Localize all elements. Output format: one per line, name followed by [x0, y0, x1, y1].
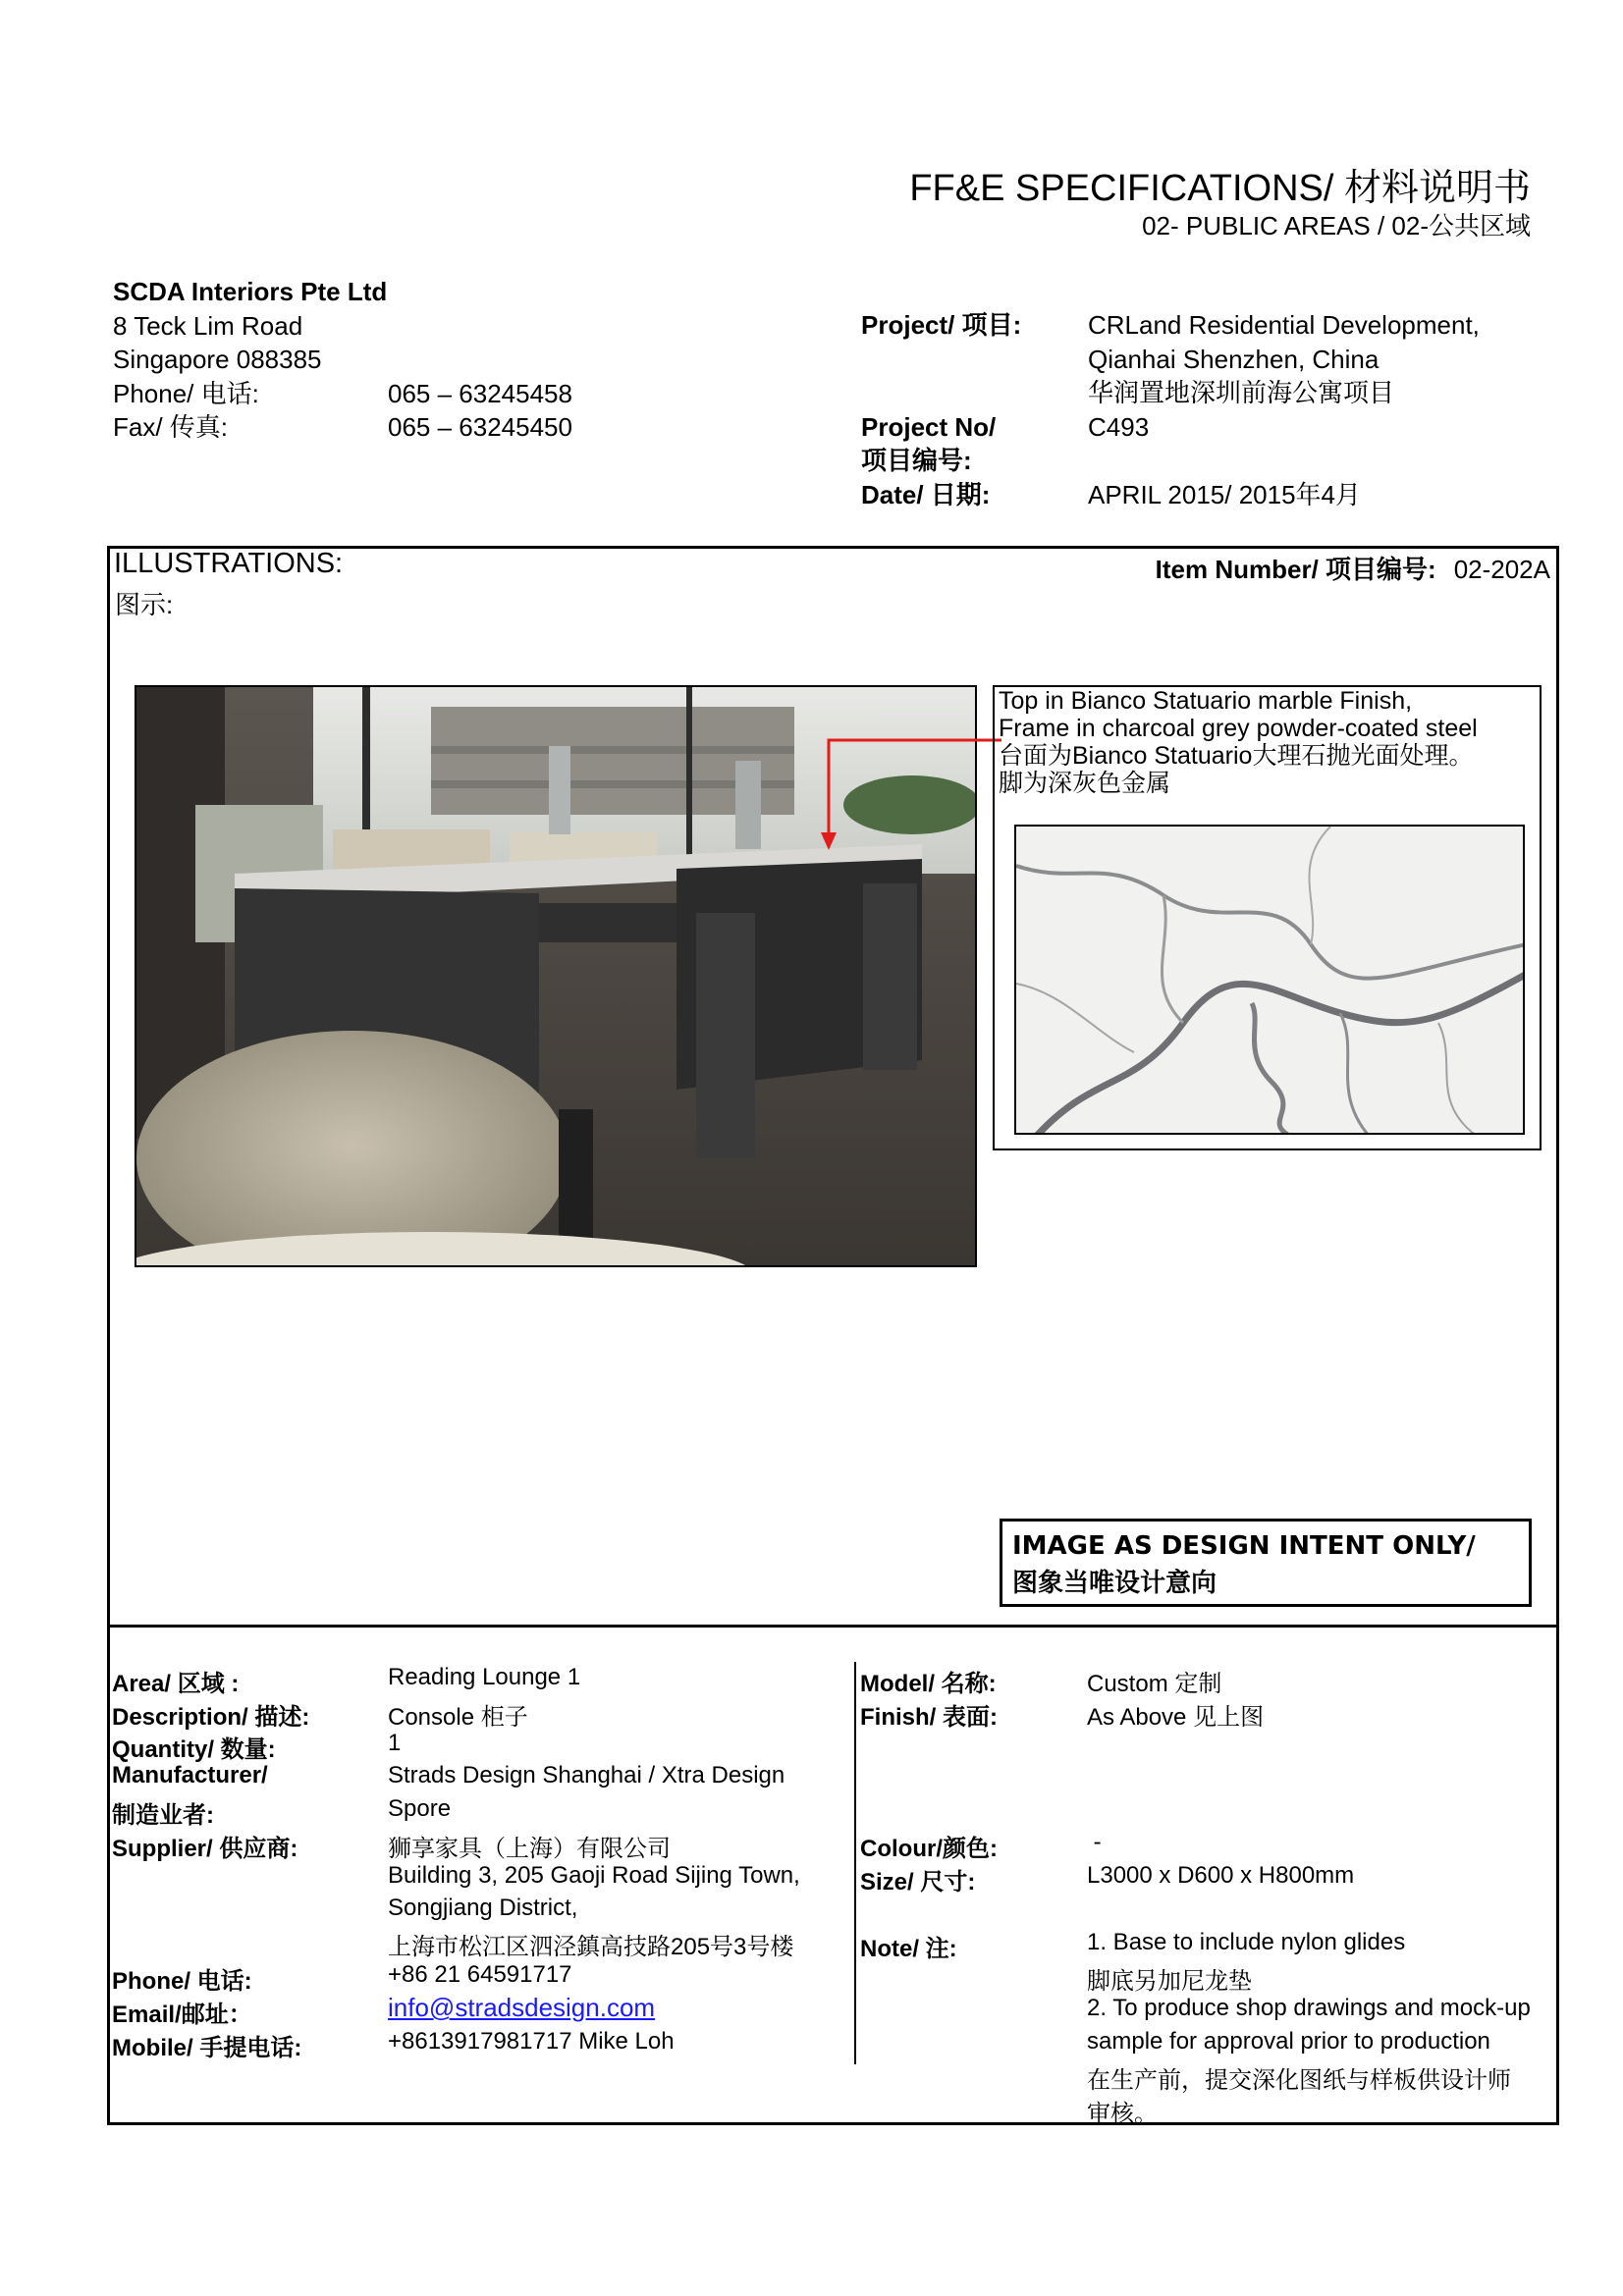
area-value: Reading Lounge 1	[388, 1664, 581, 1690]
company-fax-label: Fax/ 传真:	[113, 412, 229, 442]
quantity-value: 1	[388, 1730, 402, 1756]
description-value: Console 柜子	[388, 1704, 528, 1731]
callout-arrow-icon	[815, 726, 1011, 854]
intent-line-2: 图象当唯设计意向	[1012, 1569, 1217, 1598]
size-value: L3000 x D600 x H800mm	[1087, 1862, 1355, 1889]
area-label: Area/ 区域 :	[112, 1671, 240, 1697]
supplier-value-3: Songjiang District,	[388, 1895, 578, 1921]
project-label: Project/ 项目:	[861, 310, 1022, 340]
supplier-value-1: 狮享家具（上海）有限公司	[388, 1836, 671, 1862]
illustrations-label: ILLUSTRATIONS:	[114, 548, 344, 579]
supplier-value-4: 上海市松江区泗泾鎮高技路205号3号楼	[388, 1934, 794, 1960]
company-address-1: 8 Teck Lim Road	[113, 310, 303, 341]
callout-line-2: Frame in charcoal grey powder-coated steel	[999, 715, 1478, 742]
section-divider	[107, 1625, 1559, 1628]
company-phone-value: 065 – 63245458	[388, 379, 572, 408]
marble-swatch-image	[1014, 825, 1525, 1135]
email-link[interactable]: info@stradsdesign.com	[388, 1993, 656, 2022]
note-line-5: 在生产前，提交深化图纸与样板供设计师	[1087, 2067, 1511, 2094]
item-number	[1156, 550, 1550, 586]
finish-value: As Above 见上图	[1087, 1704, 1265, 1731]
supplier-label: Supplier/ 供应商:	[112, 1836, 298, 1862]
manufacturer-value-1: Strads Design Shanghai / Xtra Design	[388, 1762, 785, 1789]
model-value: Custom 定制	[1087, 1671, 1222, 1697]
phone-label: Phone/ 电话:	[112, 1968, 252, 1995]
company-phone-label: Phone/ 电话:	[113, 378, 259, 408]
project-no-label-2: 项目编号:	[861, 446, 972, 475]
mobile-value: +8613917981717 Mike Loh	[388, 2028, 675, 2055]
column-divider	[854, 1662, 856, 2064]
company-block	[113, 275, 387, 445]
document-title: FF&E SPECIFICATIONS/ 材料说明书	[909, 168, 1531, 209]
supplier-value-2: Building 3, 205 Gaoji Road Sijing Town,	[388, 1862, 800, 1889]
callout-line-4: 脚为深灰色金属	[999, 770, 1171, 797]
mobile-label: Mobile/ 手提电话:	[112, 2035, 302, 2061]
intent-line-1: IMAGE AS DESIGN INTENT ONLY/	[1012, 1531, 1476, 1561]
size-label: Size/ 尺寸:	[860, 1869, 976, 1896]
design-intent-notice	[1000, 1519, 1532, 1607]
note-line-3: 2. To produce shop drawings and mock-up	[1087, 1995, 1531, 2021]
finish-label: Finish/ 表面:	[860, 1704, 998, 1731]
note-line-4: sample for approval prior to production	[1087, 2028, 1490, 2055]
colour-value: -	[1087, 1829, 1102, 1855]
finish-callout-text	[999, 687, 1478, 797]
company-name: SCDA Interiors Pte Ltd	[113, 277, 388, 306]
note-label: Note/ 注:	[860, 1936, 957, 1962]
colour-label: Colour/颜色:	[860, 1836, 998, 1862]
company-fax-value: 065 – 63245450	[388, 412, 572, 442]
item-number-label: Item Number/ 项目编号:	[1155, 555, 1436, 584]
date-label: Date/ 日期:	[861, 480, 991, 509]
note-line-1: 1. Base to include nylon glides	[1087, 1929, 1406, 1955]
marble-texture-illustration	[1016, 827, 1525, 1135]
model-label: Model/ 名称:	[860, 1671, 997, 1697]
company-address-2: Singapore 088385	[113, 345, 322, 374]
project-value-3: 华润置地深圳前海公寓项目	[1088, 378, 1395, 407]
manufacturer-label-1: Manufacturer/	[112, 1762, 268, 1789]
note-line-6: 审核。	[1087, 2101, 1158, 2127]
project-value-1: CRLand Residential Development,	[1088, 310, 1480, 340]
quantity-label: Quantity/ 数量:	[112, 1736, 276, 1763]
manufacturer-label-2: 制造业者:	[112, 1802, 214, 1829]
phone-value: +86 21 64591717	[388, 1961, 572, 1988]
item-number-value: 02-202A	[1453, 555, 1550, 584]
date-value: APRIL 2015/ 2015年4月	[1088, 480, 1361, 509]
note-line-2: 脚底另加尼龙垫	[1087, 1968, 1252, 1995]
callout-line-1: Top in Bianco Statuario marble Finish,	[999, 687, 1413, 715]
project-no-label-1: Project No/	[861, 412, 997, 442]
description-label: Description/ 描述:	[112, 1704, 310, 1731]
callout-line-3: 台面为Bianco Statuario大理石抛光面处理。	[999, 742, 1474, 770]
illustrations-label-cn: 图示:	[115, 590, 174, 619]
email-label: Email/邮址：	[112, 2002, 252, 2028]
document-subtitle: 02- PUBLIC AREAS / 02-公共区域	[1142, 211, 1531, 240]
project-value-2: Qianhai Shenzhen, China	[1088, 345, 1380, 374]
manufacturer-value-2: Spore	[388, 1795, 452, 1822]
project-no-value: C493	[1088, 412, 1150, 442]
